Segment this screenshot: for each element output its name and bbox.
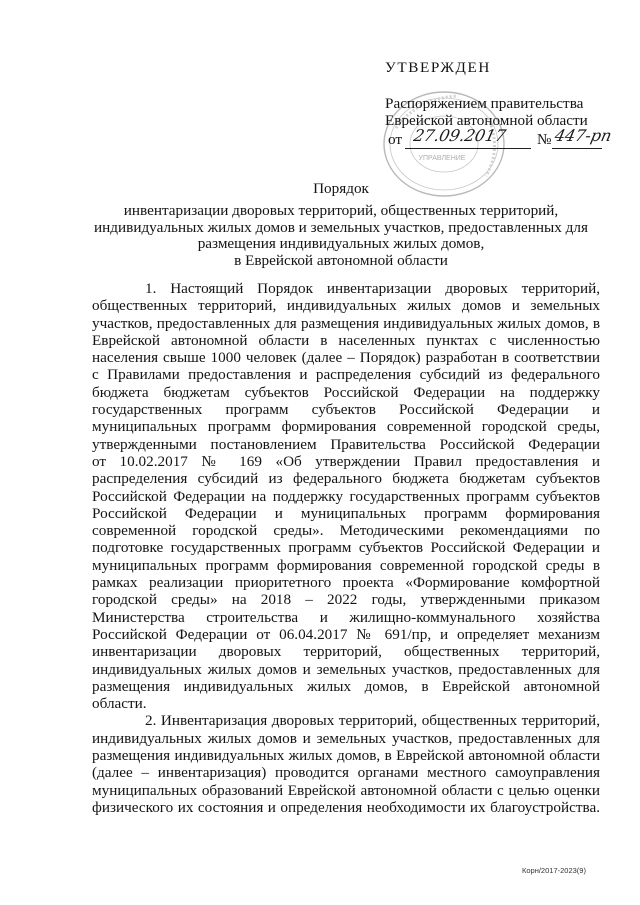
- approval-date-prefix: от: [388, 131, 403, 148]
- title-line: индивидуальных жилых домов и земельных участков, предоставленных для: [94, 218, 588, 236]
- paragraph-2-line: 2. Инвентаризация дворовых территорий, общественных территорий,: [145, 712, 600, 730]
- paragraph-2-line: индивидуальных жилых домов и земельных участков, предоставленных для: [92, 729, 600, 747]
- approval-date-underline: [405, 148, 531, 149]
- paragraph-1-line: от 10.02.2017 № 169 «Об утверждении Правил предоставления и: [92, 452, 600, 470]
- title-line: инвентаризации дворовых территорий, общественных территорий,: [123, 202, 559, 219]
- paragraph-1-line: утвержденными постановлением Правительства Российской Федерации: [92, 435, 600, 453]
- approval-region-line: Еврейской автономной области: [385, 112, 588, 129]
- paragraph-1-line: бюджета бюджетам субъектов Российской Федерации на поддержку: [92, 383, 600, 401]
- stamp-center-text: УПРАВЛЕНИЕ: [418, 155, 466, 162]
- paragraph-1-line: инвентаризации дворовых территорий, общественных территорий,: [92, 643, 600, 661]
- paragraph-1-line: современной городской среды». Методическими рекомендациями по: [92, 522, 600, 540]
- paragraph-2-line: муниципальных образований Еврейской автономной области с целью оценки: [92, 781, 600, 799]
- paragraph-1-line: государственных программ субъектов Российской Федерации и: [92, 401, 600, 419]
- document-body: [92, 280, 600, 816]
- title-line: размещения индивидуальных жилых домов,: [197, 235, 485, 253]
- document-subtitle: [92, 203, 590, 269]
- paragraph-1-line: городской среды» на 2018 – 2022 годы, утвержденными приказом: [92, 591, 600, 609]
- paragraph-1-line: участков, предоставленных для размещения индивидуальных жилых домов, в: [92, 314, 600, 332]
- paragraph-1-line: населения свыше 1000 человек (далее – Порядок) разработан в соответствии: [92, 349, 600, 367]
- paragraph-1-line: распределения субсидий из федерального бюджета бюджетам субъектов: [92, 470, 600, 488]
- paragraph-1-line: Министерства строительства и жилищно-коммунального хозяйства: [92, 608, 600, 626]
- approval-number-handwritten: 447-рп: [552, 126, 614, 145]
- approval-number-underline: [552, 148, 602, 149]
- paragraph-2-line: физического их состояния и определения необходимости их благоустройства.: [92, 798, 600, 816]
- approval-order-line: Распоряжением правительства: [385, 95, 584, 112]
- paragraph-1-line: подготовке государственных программ субъектов Российской Федерации и: [92, 539, 600, 557]
- paragraph-2-line: (далее – инвентаризация) проводится органами местного самоуправления: [92, 764, 600, 782]
- paragraph-1-line: 1. Настоящий Порядок инвентаризации дворовых территорий,: [145, 280, 600, 297]
- footer-document-code: Корн/2017-2023(9): [522, 866, 586, 875]
- paragraph-1-line: с Правилами предоставления и распределения субсидий из федерального: [92, 366, 600, 384]
- paragraph-1-line: размещения индивидуальных жилых домов, в Еврейской автономной: [92, 677, 600, 695]
- paragraph-1-line: Еврейской автономной области в населенных пунктах с численностью: [92, 331, 600, 349]
- document-title: Порядок: [313, 180, 369, 197]
- paragraph-1-line: муниципальных программ формирования современной городской среды,: [92, 418, 600, 436]
- paragraph-1-line: общественных территорий, индивидуальных жилых домов и земельных: [92, 297, 600, 315]
- paragraph-1-line: рамках реализации приоритетного проекта «Формирование комфортной: [92, 574, 600, 592]
- paragraph-1-line: Российской Федерации от 06.04.2017 № 691/пр, и определяет механизм: [92, 625, 600, 643]
- approval-date-handwritten: 27.09.2017: [411, 126, 508, 145]
- paragraph-1-line: Российской Федерации и муниципальных программ формирования: [92, 504, 600, 522]
- approval-number-prefix: №: [537, 131, 552, 148]
- paragraph-1-line: муниципальных программ формирования современной городской среды в: [92, 556, 600, 574]
- paragraph-1-line: области.: [92, 695, 147, 713]
- paragraph-2-line: размещения индивидуальных жилых домов, в Еврейской автономной области: [92, 747, 600, 765]
- approval-heading: УТВЕРЖДЕН: [385, 59, 491, 76]
- paragraph-1-line: Российской Федерации на поддержку государственных программ субъектов: [92, 487, 600, 505]
- title-line: в Еврейской автономной области: [234, 251, 448, 269]
- paragraph-1-line: индивидуальных жилых домов и земельных участков, предоставленных для: [92, 660, 600, 678]
